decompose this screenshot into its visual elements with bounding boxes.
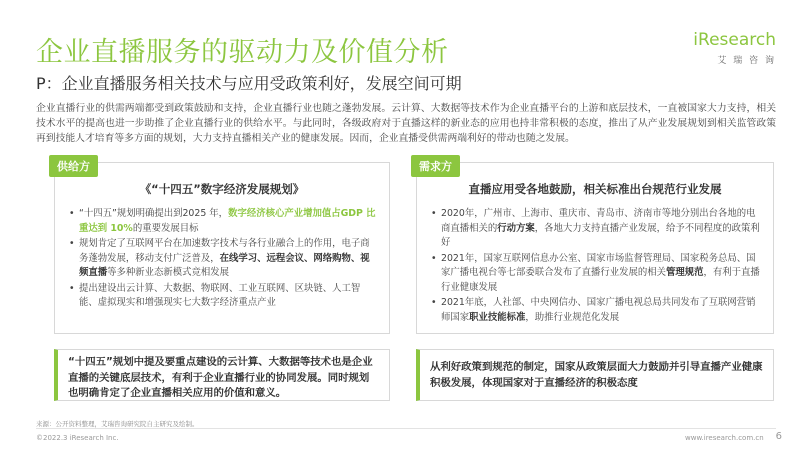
- bullet-text: 规划肯定了互联网平台在加速数字技术与各行业融合上的作用，电子商务蓬勃发展，移动支付广泛普及，: [79, 238, 370, 264]
- highlight-text: 职业技能标准: [469, 311, 526, 323]
- bullet-text: 2020年，广州市、上海市、重庆市、青岛市、济南市等地分别出台各地的电商直播相关的: [441, 208, 756, 234]
- iresearch-logo: [682, 26, 782, 66]
- bullet-text: ，各地大力支持直播产业发展，给予不同程度的政策利好: [441, 222, 760, 248]
- bullet-text: 提出建设出云计算、大数据、物联网、工业互联网、区块链、人工智能、虚拟现实和增强现实七大数字经济重点产业: [79, 282, 361, 308]
- demand-bullet-list: [417, 207, 773, 325]
- bullet-icon: •: [69, 208, 75, 219]
- supply-tag: 供给方: [49, 155, 98, 177]
- website-link[interactable]: www.iresearch.com.cn: [685, 434, 764, 442]
- intro-paragraph: 企业直播行业的供需两端都受到政策鼓励和支持，企业直播行业也随之蓬勃发展。云计算、大数据等技术作为企业直播平台的上游和底层技术，一直被国家大力支持，相关技术水平的提高也进一步助推了企业直播行业的供给水平。与此同时，各级政府对于直播这样的新业态的应用也持非常积极的态度，推出了从产业发展规划到相关监管政策再到技能人才培育等多方面的规划，大力支持直播相关产业的健康发展。因而，企业直播受供需两端利好的带动也随之发展。: [36, 103, 776, 144]
- list-item: [431, 296, 761, 325]
- list-item: [69, 207, 377, 236]
- logo-subtext: 艾 瑞 咨 询: [717, 56, 776, 66]
- bullet-text: “十四五”规划明确提出到2025 年，: [79, 208, 229, 219]
- bullet-text: ，有利于直播行业健康发展: [441, 267, 760, 293]
- page-subtitle: P：企业直播服务相关技术与应用受政策利好，发展空间可期: [36, 74, 462, 93]
- list-item: [431, 207, 761, 251]
- source-note: 来源：公开资料整理，艾瑞咨询研究院自主研究及绘制。: [36, 420, 199, 428]
- highlight-text: 在线学习、远程会议、网络购物、视频直播: [79, 252, 370, 278]
- bullet-text: 2021年，国家互联网信息办公室、国家市场监督管理局、国家税务总局、国家广播电视台等七部委联合发布了直播行业发展的相关: [441, 252, 756, 278]
- bullet-icon: •: [431, 297, 437, 308]
- supply-conclusion: “十四五”规划中提及要重点建设的云计算、大数据等技术也是企业直播的关键底层技术，有利于企业直播行业的协同发展。同时规划也明确肯定了企业直播相关应用的价值和意义。: [54, 349, 390, 401]
- bullet-icon: •: [69, 282, 75, 294]
- highlight-text: 管理规范: [666, 267, 704, 278]
- page-number: 6: [775, 431, 782, 442]
- bullet-icon: •: [431, 208, 437, 219]
- highlight-text: 数字经济核心产业增加值占GDP 比重达到 10%: [79, 208, 376, 234]
- demand-panel: [416, 162, 774, 334]
- demand-heading: 直播应用受各地鼓励，相关标准出台规范行业发展: [468, 182, 722, 196]
- bullet-text: 等多种新业态新模式竞相发展: [107, 267, 230, 278]
- bullet-icon: •: [69, 238, 75, 249]
- supply-bullet-list: [55, 207, 389, 311]
- list-item: [69, 237, 377, 281]
- demand-tag: 需求方: [411, 155, 460, 177]
- page-title: 企业直播服务的驱动力及价值分析: [36, 37, 449, 68]
- copyright: ©2022.3 iResearch Inc.: [36, 434, 119, 442]
- list-item: [431, 252, 761, 296]
- bullet-text: 的重要发展目标: [132, 222, 199, 234]
- bullet-text: 2021年底，人社部、中央网信办、国家广播电视总局共同发布了互联网营销师国家: [441, 297, 756, 323]
- demand-conclusion: 从利好政策到规范的制定，国家从政策层面大力鼓励并引导直播产业健康积极发展，体现国家对于直播经济的积极态度: [416, 349, 774, 401]
- bullet-text: ，助推行业规范化发展: [525, 311, 620, 323]
- highlight-text: 行动方案: [497, 222, 535, 234]
- footer-divider: [36, 428, 776, 429]
- list-item: [69, 282, 377, 311]
- logo-text: iResearch: [693, 30, 776, 50]
- bullet-icon: •: [431, 252, 437, 264]
- supply-heading: 《“十四五”数字经济发展规划》: [139, 182, 305, 196]
- supply-panel: [54, 162, 390, 334]
